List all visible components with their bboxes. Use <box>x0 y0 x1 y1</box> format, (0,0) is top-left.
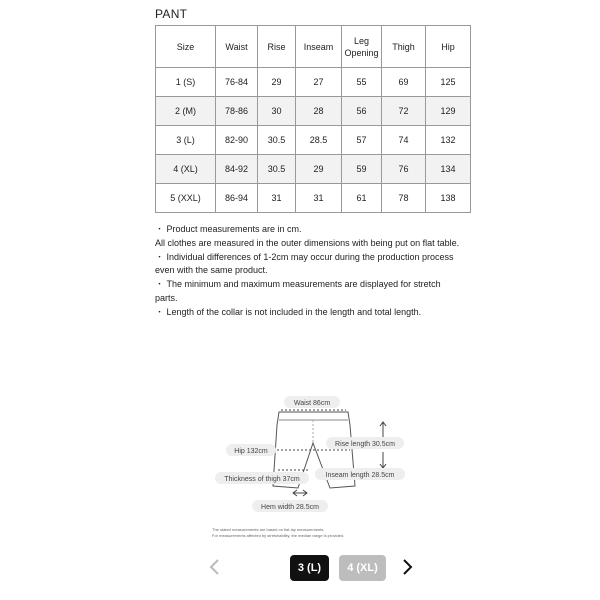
cell-size: 3 (L) <box>156 126 216 155</box>
cell-rise: 30.5 <box>258 155 296 184</box>
cell-thigh: 69 <box>382 68 426 97</box>
cell-rise: 29 <box>258 68 296 97</box>
cell-thigh: 78 <box>382 184 426 213</box>
header-size: Size <box>156 26 216 68</box>
cell-hip: 129 <box>426 97 471 126</box>
cell-inseam: 29 <box>296 155 342 184</box>
cell-size: 1 (S) <box>156 68 216 97</box>
header-inseam: Inseam <box>296 26 342 68</box>
note-item: All clothes are measured in the outer dimensions with being put on flat table. <box>155 237 460 248</box>
rise-label: Rise length 30.5cm <box>335 441 395 448</box>
cell-leg-opening: 57 <box>342 126 382 155</box>
diagram-footnote: The stated measurements are based on flat-lay measurements. <box>212 527 325 532</box>
cell-rise: 31 <box>258 184 296 213</box>
cell-hip: 132 <box>426 126 471 155</box>
cell-hip: 138 <box>426 184 471 213</box>
cell-waist: 76-84 <box>216 68 258 97</box>
cell-size: 5 (XXL) <box>156 184 216 213</box>
cell-waist: 78-86 <box>216 97 258 126</box>
size-chip-next[interactable]: 4 (XL) <box>339 555 386 581</box>
hem-arrow <box>293 490 307 496</box>
header-waist: Waist <box>216 26 258 68</box>
inseam-arrow <box>380 452 386 468</box>
chevron-left-icon <box>203 555 227 579</box>
note-item: ・ The minimum and maximum measurements are displayed for stretch parts. <box>155 279 441 303</box>
note-item: ・ Length of the collar is not included in the length and total length. <box>155 306 422 317</box>
chevron-right-icon[interactable] <box>395 555 419 579</box>
chevron-right-icon <box>395 555 419 579</box>
note-item: ・ Product measurements are in cm. <box>155 224 302 234</box>
waist-label: Waist 86cm <box>293 400 331 407</box>
cell-inseam: 28.5 <box>296 126 342 155</box>
thigh-label: Thickness of thigh 37cm <box>224 476 300 483</box>
cell-waist: 86-94 <box>216 184 258 213</box>
chevron-left-icon[interactable] <box>203 555 227 579</box>
cell-inseam: 31 <box>296 184 342 213</box>
cell-rise: 30 <box>258 97 296 126</box>
cell-thigh: 72 <box>382 97 426 126</box>
cell-size: 4 (XL) <box>156 155 216 184</box>
cell-inseam: 27 <box>296 68 342 97</box>
cell-thigh: 74 <box>382 126 426 155</box>
cell-leg-opening: 61 <box>342 184 382 213</box>
diagram-footnote: For measurements affected by stretchability, the median range is provided. <box>212 533 345 538</box>
cell-hip: 134 <box>426 155 471 184</box>
cell-hip: 125 <box>426 68 471 97</box>
header-rise: Rise <box>258 26 296 68</box>
cell-waist: 82-90 <box>216 126 258 155</box>
inseam-label: Inseam length 28.5cm <box>325 472 395 479</box>
cell-rise: 30.5 <box>258 126 296 155</box>
cell-leg-opening: 55 <box>342 68 382 97</box>
hip-label: Hip 132cm <box>234 448 268 455</box>
cell-leg-opening: 56 <box>342 97 382 126</box>
cell-waist: 84-92 <box>216 155 258 184</box>
size-pager <box>0 553 600 583</box>
hem-label: Hem width 28.5cm <box>261 504 319 511</box>
cell-inseam: 28 <box>296 97 342 126</box>
header-thigh: Thigh <box>382 26 426 68</box>
note-item: ・ Individual differences of 1-2cm may occur during the production process even with the same product. <box>155 251 454 276</box>
cell-leg-opening: 59 <box>342 155 382 184</box>
cell-thigh: 76 <box>382 155 426 184</box>
section-title: PANT <box>155 7 188 21</box>
size-chip-active[interactable]: 3 (L) <box>290 555 329 581</box>
cell-size: 2 (M) <box>156 97 216 126</box>
header-leg-opening: Leg Opening <box>342 26 382 68</box>
header-hip: Hip <box>426 26 471 68</box>
